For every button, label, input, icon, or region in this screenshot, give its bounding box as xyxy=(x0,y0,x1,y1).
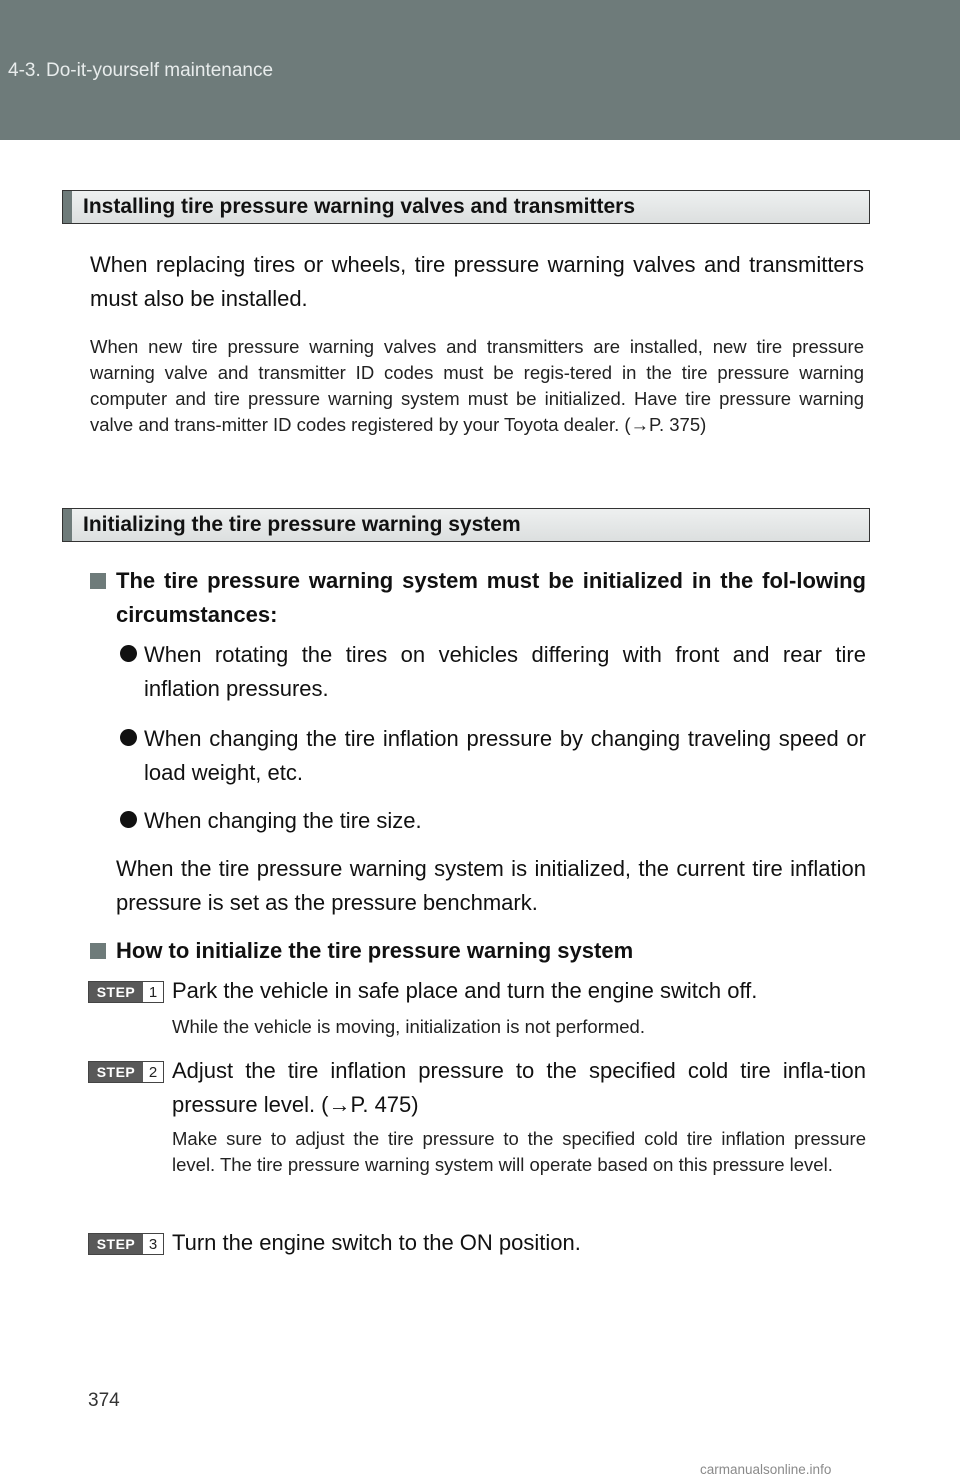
section-heading-text: Initializing the tire pressure warning system xyxy=(83,513,521,536)
chapter-title: 4-3. Do-it-yourself maintenance xyxy=(8,60,274,81)
step-label: STEP xyxy=(89,1062,143,1082)
step-label: STEP xyxy=(89,1234,143,1254)
bullet-item: When rotating the tires on vehicles differing with front and rear tire inflation pressures. xyxy=(144,642,866,701)
step-number: 3 xyxy=(148,1235,158,1253)
section-heading-text: Installing tire pressure warning valves and transmitters xyxy=(83,195,636,218)
chapter-header xyxy=(0,0,960,140)
installing-paragraph: When replacing tires or wheels, tire pressure warning valves and transmitters must also be installed. xyxy=(90,252,864,311)
heading-accent-bar xyxy=(63,509,72,541)
section-heading-installing xyxy=(62,190,870,224)
section-heading-initializing xyxy=(62,508,870,542)
step-3-badge xyxy=(88,1233,164,1255)
heading-accent-bar xyxy=(63,191,72,223)
step-number: 2 xyxy=(148,1063,158,1081)
square-bullet-icon xyxy=(90,573,106,589)
square-bullet-icon xyxy=(90,943,106,959)
bullet-item: When changing the tire inflation pressure by changing traveling speed or load weight, etc. xyxy=(144,726,866,785)
step-1-badge xyxy=(88,981,164,1003)
page-number: 374 xyxy=(88,1390,120,1411)
installing-note-paragraph: When new tire pressure warning valves and transmitters are installed, new tire pressure warning valve and transmitter ID codes must be regis-tered in the tire pressure warning computer and tire pressure warning system must be initialized. Have tire pressure warning valve and trans-mitter ID codes registered by your Toyota dealer. (→P. 375) xyxy=(90,336,864,435)
step-label: STEP xyxy=(89,982,143,1002)
round-bullet-icon xyxy=(120,729,137,746)
step-2-note: Make sure to adjust the tire pressure to the specified cold tire inflation pressure level. The tire pressure warning system will operate based on this pressure level. xyxy=(172,1128,866,1175)
subheading-circumstances: The tire pressure warning system must be initialized in the fol-lowing circumstances: xyxy=(116,568,866,627)
step-2-text: Adjust the tire inflation pressure to the specified cold tire infla-tion pressure level. (→P. 475) xyxy=(172,1058,866,1117)
step-1-note: While the vehicle is moving, initialization is not performed. xyxy=(172,1016,645,1037)
round-bullet-icon xyxy=(120,811,137,828)
step-number: 1 xyxy=(148,983,158,1001)
subheading-how-to: How to initialize the tire pressure warning system xyxy=(116,938,634,963)
benchmark-paragraph: When the tire pressure warning system is initialized, the current tire inflation pressure is set as the pressure benchmark. xyxy=(116,856,866,915)
step-3-text: Turn the engine switch to the ON position. xyxy=(172,1230,581,1255)
round-bullet-icon xyxy=(120,645,137,662)
bullet-item: When changing the tire size. xyxy=(144,808,422,833)
step-2-badge xyxy=(88,1061,164,1083)
step-1-text: Park the vehicle in safe place and turn the engine switch off. xyxy=(172,978,758,1003)
watermark-text: carmanualsonline.info xyxy=(700,1462,832,1477)
